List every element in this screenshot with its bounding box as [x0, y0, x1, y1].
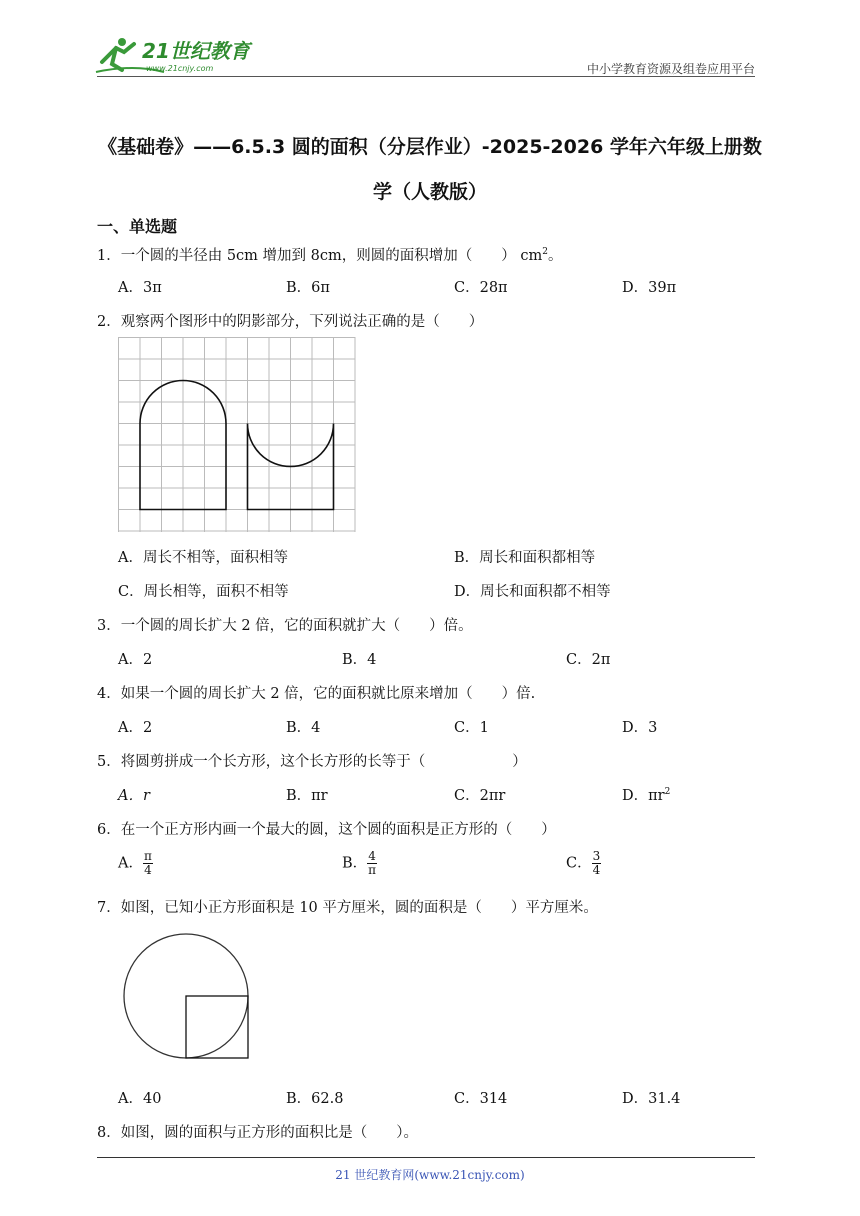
fraction: $\frac{4}{\pi}$ [368, 849, 377, 877]
question-8-stem: 8．如图，圆的面积与正方形的面积比是（ ）。 [97, 1125, 418, 1141]
question-7-stem: 7．如图，已知小正方形面积是 10 平方厘米，圆的面积是（ ）平方厘米。 [97, 900, 598, 916]
grid-lines [118, 337, 355, 532]
section-title: 一、单选题 [97, 217, 178, 236]
q5-option-d[interactable]: D．$\pi r^2$ [622, 787, 671, 804]
q2-option-a[interactable]: A．周长不相等，面积相等 [118, 550, 288, 566]
q6-option-b[interactable]: B． $\frac{4}{\pi}$ [342, 849, 377, 877]
q7-option-c[interactable]: C．314 [454, 1091, 508, 1107]
fraction: $\frac{3}{4}$ [592, 849, 601, 877]
footer-divider [97, 1157, 755, 1158]
q5-option-c[interactable]: C．2πr [454, 788, 506, 804]
doc-title-line1: 《基础卷》——6.5.3 圆的面积（分层作业）-2025-2026 学年六年级上册数 [98, 136, 762, 158]
q5-option-b[interactable]: B．πr [286, 788, 328, 804]
square-shape [186, 996, 248, 1058]
q4-option-a[interactable]: A．2 [118, 720, 153, 736]
q7-circle-square-figure [120, 928, 260, 1068]
q1-option-d[interactable]: D．39π [622, 280, 677, 296]
q4-option-c[interactable]: C．1 [454, 720, 489, 736]
q4-option-d[interactable]: D．3 [622, 720, 658, 736]
question-3-stem: 3．一个圆的周长扩大 2 倍，它的面积就扩大（ ）倍。 [97, 618, 473, 634]
site-logo [94, 34, 264, 76]
q7-option-b[interactable]: B．62.8 [286, 1091, 344, 1107]
fraction: $\frac{\pi}{4}$ [143, 849, 152, 877]
question-4-stem: 4．如果一个圆的周长扩大 2 倍，它的面积就比原来增加（ ）倍. [97, 686, 536, 702]
q2-option-c[interactable]: C．周长相等，面积不相等 [118, 584, 289, 600]
header-divider [97, 76, 755, 77]
question-5-stem: 5．将圆剪拼成一个长方形，这个长方形的长等于（ ） [97, 754, 527, 770]
q1-option-c[interactable]: C．28π [454, 280, 508, 296]
q7-option-d[interactable]: D．31.4 [622, 1091, 681, 1107]
q4-option-b[interactable]: B．4 [286, 720, 321, 736]
q7-option-a[interactable]: A．40 [118, 1091, 162, 1107]
q5-option-a[interactable]: A．r [118, 788, 150, 804]
question-6-stem: 6．在一个正方形内画一个最大的圆，这个圆的面积是正方形的（ ） [97, 822, 556, 838]
doc-title-line2: 学（人教版） [372, 181, 487, 203]
q3-option-b[interactable]: B．4 [342, 652, 377, 668]
q2-grid-figure [118, 337, 358, 533]
logo-text: 21世纪教育 [142, 39, 250, 63]
question-2-stem: 2．观察两个图形中的阴影部分，下列说法正确的是（ ） [97, 314, 484, 330]
question-1-stem: 1．一个圆的半径由 5cm 增加到 8cm，则圆的面积增加（ ） $cm^2$。 [97, 247, 563, 264]
q1-option-b[interactable]: B．6π [286, 280, 330, 296]
q2-option-d[interactable]: D．周长和面积都不相等 [454, 584, 611, 600]
q1-option-a[interactable]: A．3π [118, 280, 162, 296]
logo-url: www.21cnjy.com [146, 64, 214, 73]
footer-link[interactable]: 21 世纪教育网(www.21cnjy.com) [335, 1168, 525, 1182]
q6-option-c[interactable]: C． $\frac{3}{4}$ [566, 849, 601, 877]
q2-option-b[interactable]: B．周长和面积都相等 [454, 550, 596, 566]
header-platform-text: 中小学教育资源及组卷应用平台 [586, 62, 755, 76]
q3-option-c[interactable]: C．2π [566, 652, 611, 668]
q6-option-a[interactable]: A． $\frac{\pi}{4}$ [118, 849, 152, 877]
q3-option-a[interactable]: A．2 [118, 652, 153, 668]
